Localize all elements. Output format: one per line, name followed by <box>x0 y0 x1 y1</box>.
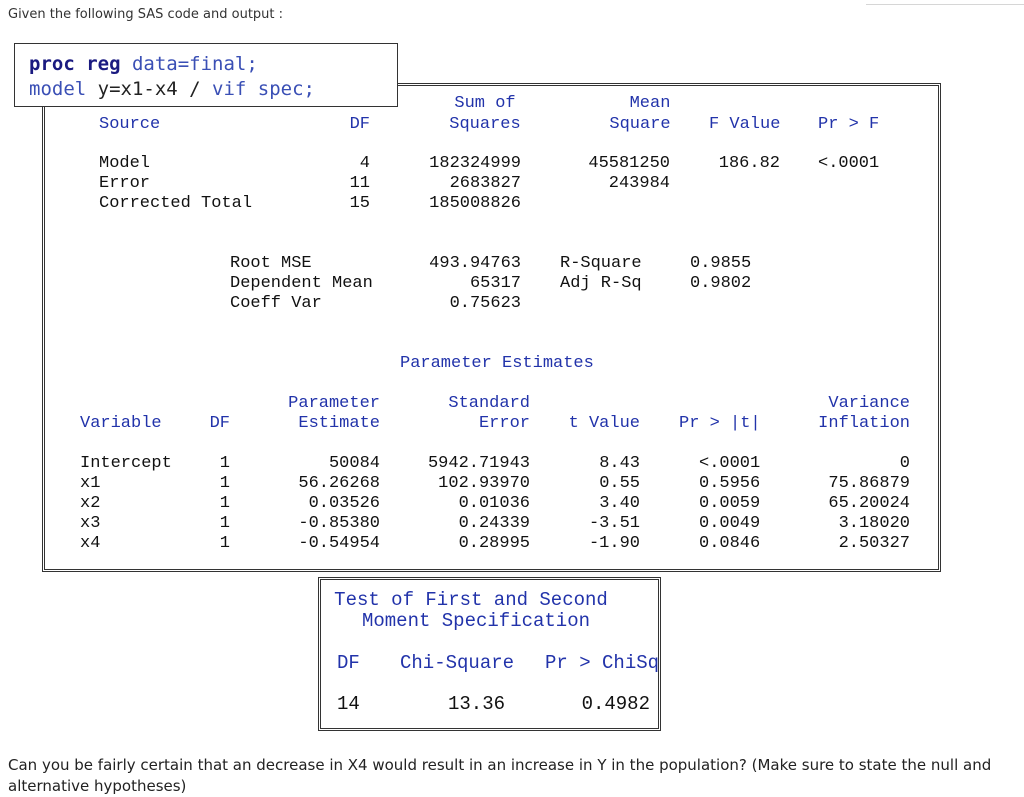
param-stderr: 5942.71943 <box>427 454 530 473</box>
divider <box>866 4 1024 5</box>
param-vif: 2.50327 <box>838 534 910 553</box>
param-stderr: 0.01036 <box>458 494 530 513</box>
fit-value: 493.94763 <box>429 254 521 273</box>
param-variable: x2 <box>80 494 101 513</box>
anova-source-model: Model <box>99 154 151 173</box>
param-variable: Intercept <box>80 454 172 473</box>
fit-value: 0.9802 <box>690 274 752 293</box>
anova-header-ms: Mean <box>629 94 671 113</box>
params-header-stderr: Standard <box>448 394 530 413</box>
anova-df: 4 <box>359 154 370 173</box>
spec-header-df: DF <box>337 652 360 674</box>
param-t: 0.55 <box>599 474 640 493</box>
code-line-1 <box>29 52 397 77</box>
params-header-variable: Variable <box>80 414 162 433</box>
fit-label: Adj R-Sq <box>560 274 642 293</box>
param-p: <.0001 <box>699 454 761 473</box>
fit-value: 0.75623 <box>449 294 521 313</box>
param-p: 0.5956 <box>699 474 761 493</box>
param-stderr: 102.93970 <box>438 474 530 493</box>
param-df: 1 <box>219 514 230 533</box>
param-vif: 0 <box>899 454 910 473</box>
params-header-vif: Inflation <box>818 414 910 433</box>
param-vif: 3.18020 <box>838 514 910 533</box>
question-text: Can you be fairly certain that an decrease in X4 would result in an increase in Y in the population? (Make sure to state the null and alternative hypotheses) <box>8 756 992 795</box>
param-variable: x1 <box>80 474 101 493</box>
code-keyword: proc reg <box>29 53 121 75</box>
param-estimate: -0.54954 <box>298 534 380 553</box>
param-stderr: 0.24339 <box>458 514 530 533</box>
anova-header-f: F Value <box>709 115 781 134</box>
param-p: 0.0049 <box>699 514 761 533</box>
spec-header-p: Pr > ChiSq <box>545 652 660 674</box>
param-df: 1 <box>219 474 230 493</box>
param-t: -3.51 <box>588 514 640 533</box>
params-title: Parameter Estimates <box>400 354 594 373</box>
sas-code-box <box>14 43 398 107</box>
param-stderr: 0.28995 <box>458 534 530 553</box>
anova-df: 15 <box>349 194 370 213</box>
param-p: 0.0059 <box>699 494 761 513</box>
anova-source-total: Corrected Total <box>99 194 253 213</box>
fit-label: Coeff Var <box>230 294 322 313</box>
fit-value: 0.9855 <box>690 254 752 273</box>
params-header-estimate: Parameter <box>288 394 380 413</box>
anova-source-error: Error <box>99 174 151 193</box>
params-header-vif: Variance <box>828 394 910 413</box>
params-header-df: DF <box>209 414 230 433</box>
anova-header-ss: Sum of <box>454 94 516 113</box>
params-header-p: Pr > |t| <box>679 414 761 433</box>
anova-df: 11 <box>349 174 370 193</box>
anova-ss: 2683827 <box>449 174 521 193</box>
intro-text: Given the following SAS code and output : <box>8 7 284 22</box>
param-vif: 75.86879 <box>828 474 910 493</box>
spec-p: 0.4982 <box>581 693 650 715</box>
code-statement: data=final; <box>131 53 258 75</box>
code-line-2 <box>29 77 397 102</box>
param-estimate: 56.26268 <box>298 474 380 493</box>
spec-df: 14 <box>337 693 360 715</box>
code-statement: y=x1-x4 <box>86 78 190 100</box>
param-df: 1 <box>219 534 230 553</box>
spec-title: Test of First and Second <box>334 589 608 611</box>
anova-header-source: Source <box>99 115 161 134</box>
anova-p: <.0001 <box>818 154 880 173</box>
param-estimate: 50084 <box>328 454 380 473</box>
code-options: vif spec; <box>200 78 315 100</box>
params-header-t: t Value <box>568 414 640 433</box>
fit-label: Dependent Mean <box>230 274 373 293</box>
param-t: 3.40 <box>599 494 640 513</box>
param-variable: x4 <box>80 534 101 553</box>
param-estimate: 0.03526 <box>308 494 380 513</box>
param-df: 1 <box>219 494 230 513</box>
param-estimate: -0.85380 <box>298 514 380 533</box>
anova-header-df: DF <box>349 115 370 134</box>
param-variable: x3 <box>80 514 101 533</box>
spec-title: Moment Specification <box>361 610 591 632</box>
code-keyword: model <box>29 78 87 100</box>
fit-label: R-Square <box>560 254 642 273</box>
anova-ss: 185008826 <box>429 194 521 213</box>
params-header-stderr: Error <box>478 414 530 433</box>
anova-f: 186.82 <box>718 154 780 173</box>
param-p: 0.0846 <box>699 534 761 553</box>
anova-ss: 182324999 <box>429 154 521 173</box>
spec-chisq: 13.36 <box>447 693 505 715</box>
param-t: 8.43 <box>599 454 640 473</box>
params-header-estimate: Estimate <box>298 414 380 433</box>
param-df: 1 <box>219 454 230 473</box>
code-slash: / <box>189 78 201 100</box>
fit-label: Root MSE <box>230 254 312 273</box>
anova-ms: 243984 <box>608 174 670 193</box>
anova-header-ss: Squares <box>449 115 521 134</box>
anova-header-p: Pr > F <box>818 115 880 134</box>
fit-value: 65317 <box>469 274 521 293</box>
param-t: -1.90 <box>588 534 640 553</box>
anova-ms: 45581250 <box>588 154 670 173</box>
anova-header-ms: Square <box>609 115 671 134</box>
spec-header-chisq: Chi-Square <box>400 652 515 674</box>
param-vif: 65.20024 <box>828 494 910 513</box>
